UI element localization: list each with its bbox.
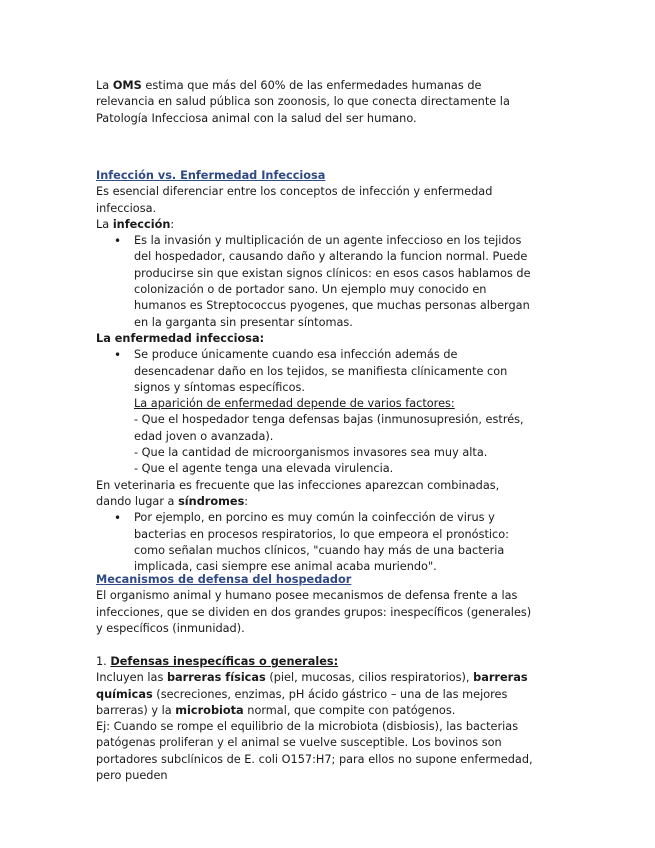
- sub-number: 1.: [96, 655, 111, 668]
- infeccion-bullet: • Es la invasión y multiplicación de un agente infeccioso en los tejidos del hospedador, causando daño y alterando la funcion normal. Puede producirse sin que existan signos clínicos: en esos casos hablamos de colonización o de portador sano. Un ejemplo muy conocido en humanos es Streptococcus pyogenes, que muchas personas albergan en la garganta sin presentar síntomas.: [96, 233, 536, 331]
- factor-item: - Que el agente tenga una elevada virulencia.: [134, 462, 394, 476]
- infeccion-term: infección: [112, 217, 171, 231]
- barreras-paragraph: [96, 670, 536, 719]
- intro-post: estima que más del 60% de las enfermedades humanas de relevancia en salud pública son zoonosis, lo que conecta directamente la Patología Infecciosa animal con la salud del ser humano.: [96, 79, 510, 125]
- intro-paragraph: [96, 78, 536, 127]
- p-post: normal, que compite con patógenos.: [243, 703, 456, 717]
- p-mid: (piel, mucosas, cilios respiratorios),: [265, 671, 474, 685]
- infeccion-post: :: [170, 217, 175, 231]
- vet-pre: En veterinaria es frecuente que las infecciones aparezcan combinadas, dando lugar a: [96, 478, 500, 508]
- sindromes-term: síndromes: [178, 494, 245, 508]
- barreras-quimicas-term: barreras químicas: [96, 671, 528, 701]
- section-defensa: [96, 572, 536, 637]
- sub-heading: Defensas inespecíficas o generales:: [110, 655, 339, 668]
- microbiota-term: microbiota: [175, 703, 244, 717]
- factor-item: - Que la cantidad de microorganismos invasores sea muy alta.: [134, 446, 488, 460]
- section1-heading: Infección vs. Enfermedad Infecciosa: [96, 169, 326, 182]
- subsection-inespecificas: [96, 654, 536, 784]
- enfermedad-text: • Se produce únicamente cuando esa infección además de desencadenar daño en los tejidos, se manifiesta clínicamente con signos y síntomas específicos.: [134, 348, 508, 394]
- vet-bullet: • Por ejemplo, en porcino es muy común la coinfección de virus y bacterias en procesos respiratorios, lo que empeora el pronóstico: como señalan muchos clínicos, "cuando hay más de una bacteria implicada, casi siempre ese animal acaba muriendo".: [96, 510, 536, 575]
- section2-heading: Mecanismos de defensa del hospedador: [96, 573, 352, 586]
- depends-title: La aparición de enfermedad depende de varios factores:: [134, 397, 455, 411]
- enfermedad-bullet: [96, 347, 536, 477]
- p-pre: Incluyen las: [96, 671, 167, 685]
- factor-item: - Que el hospedador tenga defensas bajas (inmunosupresión, estrés, edad joven o avanzada).: [134, 413, 524, 443]
- vet-post: :: [244, 494, 249, 508]
- intro-pre: La: [96, 79, 113, 92]
- subsection-title: [96, 654, 536, 670]
- infeccion-label: [96, 217, 536, 233]
- section1-lead: Es esencial diferenciar entre los conceptos de infección y enfermedad infecciosa.: [96, 185, 493, 215]
- section-infeccion: [96, 168, 536, 575]
- barreras-fisicas-term: barreras físicas: [166, 671, 266, 685]
- oms-term: OMS: [112, 79, 142, 92]
- p-mid2: (secreciones, enzimas, pH ácido gástrico – una de las mejores barreras) y la: [96, 687, 508, 717]
- enfermedad-term: La enfermedad infecciosa:: [96, 331, 265, 345]
- infeccion-pre: La: [96, 217, 113, 231]
- section2-lead: El organismo animal y humano posee mecanismos de defensa frente a las infecciones, que se dividen en dos grandes grupos: inespecíficos (generales) y específicos (inmunidad).: [96, 589, 532, 635]
- vet-paragraph: [96, 478, 536, 511]
- example-paragraph: Ej: Cuando se rompe el equilibrio de la microbiota (disbiosis), las bacterias patógenas proliferan y el animal se vuelve susceptible. Los bovinos son portadores subclínicos de E. coli O157:H7; para ellos no supone enfermedad, pero pueden: [96, 720, 533, 783]
